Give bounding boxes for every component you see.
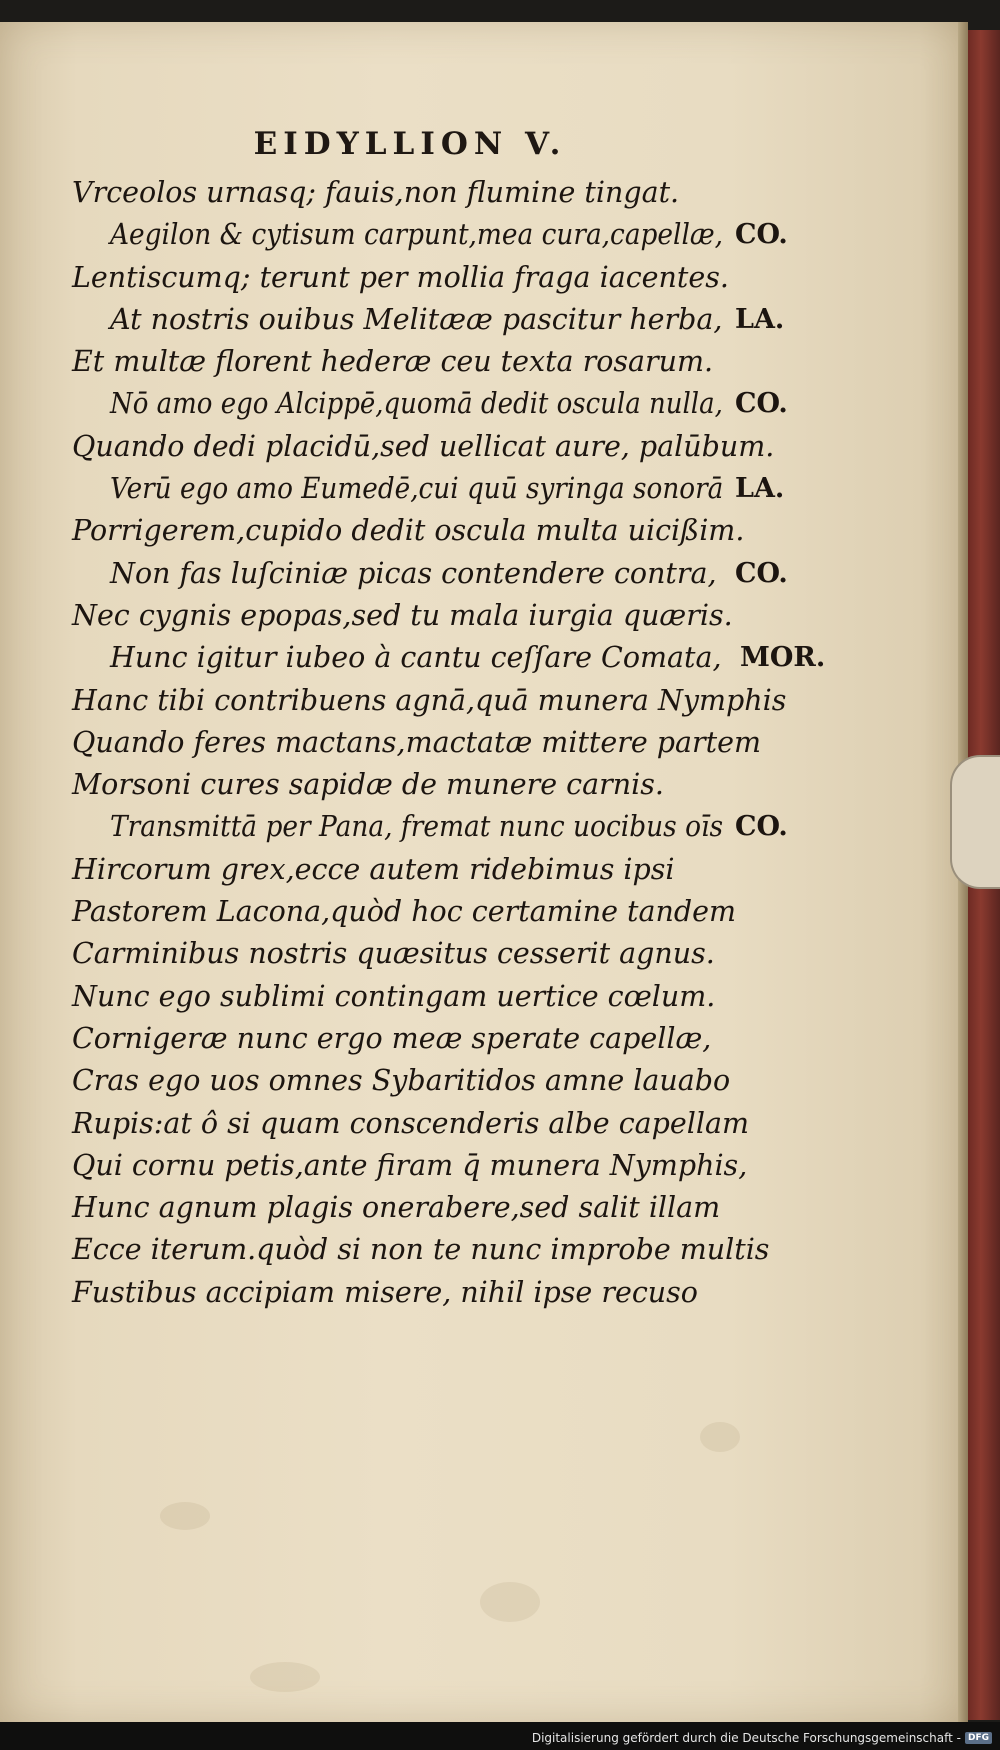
verse-text: Nunc ego sublimi contingam uertice cœlum. xyxy=(72,979,716,1013)
dfg-logo: DFG xyxy=(965,1732,992,1744)
verse-text: Non fas luſciniæ picas contendere contra, xyxy=(110,556,717,590)
verse-line xyxy=(0,341,968,383)
poem-text xyxy=(0,172,968,1314)
verse-line xyxy=(0,1018,968,1060)
verse-line xyxy=(0,1145,968,1187)
verse-text: Qui cornu petis,ante firam q̄ munera Nymphis, xyxy=(72,1148,748,1182)
speaker-label: LA. xyxy=(735,303,785,335)
verse-line xyxy=(0,426,968,468)
speaker-label: CO. xyxy=(735,219,788,251)
verse-line xyxy=(0,1187,968,1229)
verse-text: Hanc tibi contribuens agnā,quā munera Nymphis xyxy=(72,683,787,717)
verse-text: Vrceolos urnasq; fauis,non flumine tingat. xyxy=(72,176,680,209)
verse-text: Aegilon & cytisum carpunt,mea cura,capellæ, xyxy=(110,218,724,252)
verse-text: Transmittā per Pana, fremat nunc uocibus oīs xyxy=(110,810,724,844)
funding-credit xyxy=(532,1731,992,1745)
verse-text: Nec cygnis epopas,sed tu mala iurgia quæris. xyxy=(72,598,733,632)
paper-stain xyxy=(480,1582,540,1622)
verse-text: Hircorum grex,ecce autem ridebimus ipsi xyxy=(72,852,675,886)
verse-line xyxy=(0,933,968,975)
verse-line xyxy=(0,637,968,679)
verse-line xyxy=(0,257,968,299)
verse-text: Porrigerem,cupido dedit oscula multa uicißim. xyxy=(72,514,745,548)
verse-line xyxy=(0,806,968,848)
verse-text: Hunc igitur iubeo à cantu ceſſare Comata, xyxy=(110,641,722,675)
verse-line xyxy=(0,172,968,214)
paper-stain xyxy=(160,1502,210,1530)
verse-line xyxy=(0,1060,968,1102)
verse-line xyxy=(0,214,968,256)
verse-line xyxy=(0,553,968,595)
footer-bar xyxy=(0,1722,1000,1750)
verse-line xyxy=(0,1103,968,1145)
verse-text: Carminibus nostris quæsitus cesserit agnus. xyxy=(72,937,715,971)
verse-text: At nostris ouibus Melitææ pascitur herba, xyxy=(110,302,723,336)
verse-line xyxy=(0,510,968,552)
verse-text: Quando dedi placidū,sed uellicat aure, palūbum. xyxy=(72,429,775,463)
verse-line xyxy=(0,764,968,806)
speaker-label: CO. xyxy=(735,811,788,843)
verse-line xyxy=(0,891,968,933)
verse-text: Hunc agnum plagis onerabere,sed salit illam xyxy=(72,1191,721,1225)
verse-text: Rupis:at ô si quam conscenderis albe capellam xyxy=(72,1106,750,1140)
verse-text: Cras ego uos omnes Sybaritidos amne lauabo xyxy=(72,1064,731,1098)
verse-line xyxy=(0,299,968,341)
verse-line xyxy=(0,976,968,1018)
running-header: EIDYLLION V. xyxy=(253,126,567,162)
verse-text: Morsoni cures sapidæ de munere carnis. xyxy=(72,768,664,802)
verse-line xyxy=(0,722,968,764)
funding-credit-text: Digitalisierung gefördert durch die Deutsche Forschungsgemeinschaft - xyxy=(531,1731,961,1745)
speaker-label: LA. xyxy=(735,473,785,505)
verse-line xyxy=(0,468,968,510)
verse-text: Pastorem Lacona,quòd hoc certamine tandem xyxy=(72,895,736,929)
verse-text: Nō amo ego Alcippē,quomā dedit oscula nulla, xyxy=(110,387,723,421)
verse-text: Verū ego amo Eumedē,cui quū syringa sonorā xyxy=(110,472,724,506)
verse-line xyxy=(0,849,968,891)
verse-text: Fustibus accipiam misere, nihil ipse recuso xyxy=(72,1275,698,1309)
speaker-label: MOR. xyxy=(740,642,826,674)
paper-stain xyxy=(700,1422,740,1452)
verse-text: Quando feres mactans,mactatæ mittere partem xyxy=(72,725,761,759)
verse-line xyxy=(0,680,968,722)
verse-line xyxy=(0,595,968,637)
paper-stain xyxy=(250,1662,320,1692)
verse-line xyxy=(0,1229,968,1271)
speaker-label: CO. xyxy=(735,557,788,589)
verse-text: Lentiscumq; terunt per mollia fraga iacentes. xyxy=(72,260,729,294)
verse-line xyxy=(0,383,968,425)
verse-text: Ecce iterum.quòd si non te nunc improbe multis xyxy=(72,1233,770,1267)
speaker-label: CO. xyxy=(735,388,788,420)
verse-line xyxy=(0,1272,968,1314)
verse-text: Et multæ florent hederæ ceu texta rosarum. xyxy=(72,345,714,379)
verse-text: Cornigeræ nunc ergo meæ sperate capellæ, xyxy=(72,1021,712,1055)
